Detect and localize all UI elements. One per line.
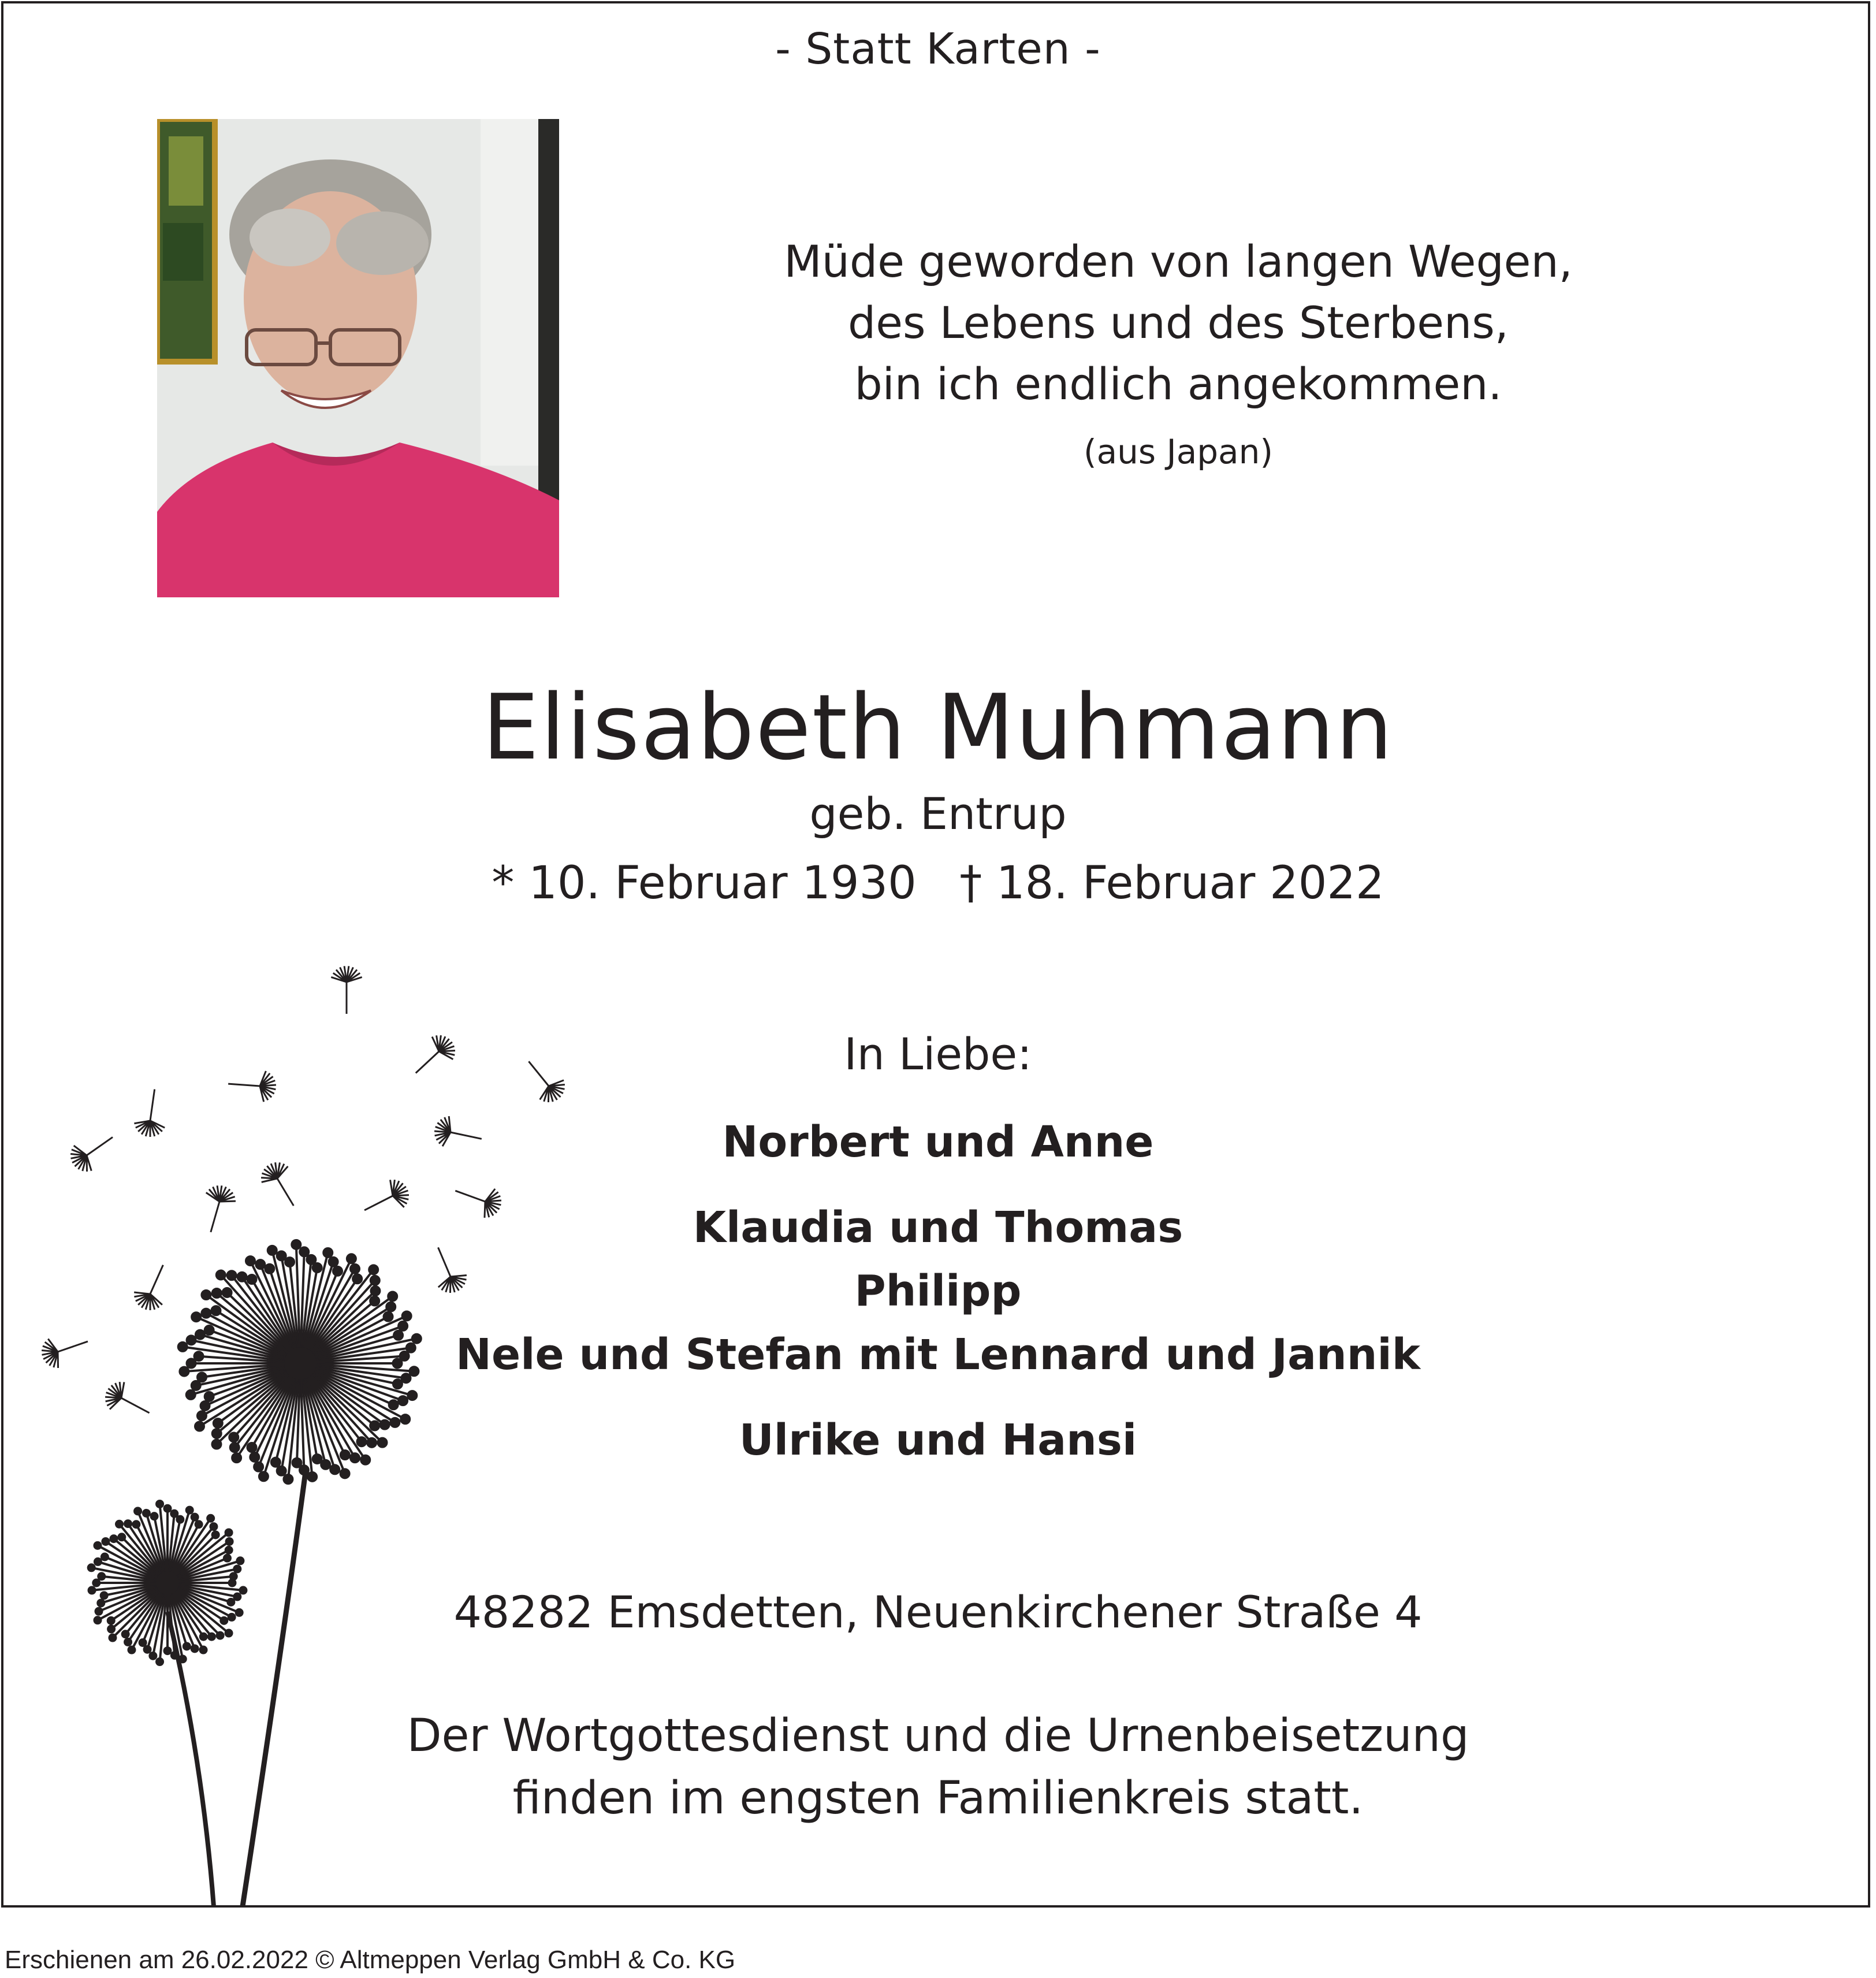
portrait-photo — [157, 119, 559, 597]
service-note-line-2: finden im engsten Familienkreis statt. — [512, 1772, 1364, 1824]
mourner-line: Nele und Stefan mit Lennard und Jannik — [456, 1330, 1420, 1380]
mourner-line: Klaudia und Thomas — [693, 1203, 1183, 1252]
address: 48282 Emsdetten, Neuenkirchener Straße 4 — [453, 1586, 1423, 1638]
poem-line-2: des Lebens und des Sterbens, — [848, 297, 1509, 348]
mourner-line: Norbert und Anne — [722, 1117, 1154, 1167]
mourner-line: Philipp — [854, 1266, 1022, 1316]
poem-line-1: Müde geworden von langen Wegen, — [784, 236, 1573, 287]
poem-line-3: bin ich endlich angekommen. — [854, 358, 1502, 410]
life-dates: * 10. Februar 1930 † 18. Februar 2022 — [492, 857, 1384, 909]
publication-footer: Erschienen am 26.02.2022 © Altmeppen Verlag GmbH & Co. KG — [5, 1946, 736, 1974]
deceased-name: Elisabeth Muhmann — [482, 675, 1394, 780]
in-liebe-label: In Liebe: — [844, 1028, 1032, 1080]
birth-name: geb. Entrup — [809, 788, 1067, 839]
statt-karten-heading: - Statt Karten - — [775, 24, 1101, 74]
service-note-line-1: Der Wortgottesdienst und die Urnenbeisetzung — [407, 1710, 1469, 1762]
mourner-line: Ulrike und Hansi — [739, 1415, 1137, 1465]
poem-source: (aus Japan) — [1084, 432, 1273, 471]
